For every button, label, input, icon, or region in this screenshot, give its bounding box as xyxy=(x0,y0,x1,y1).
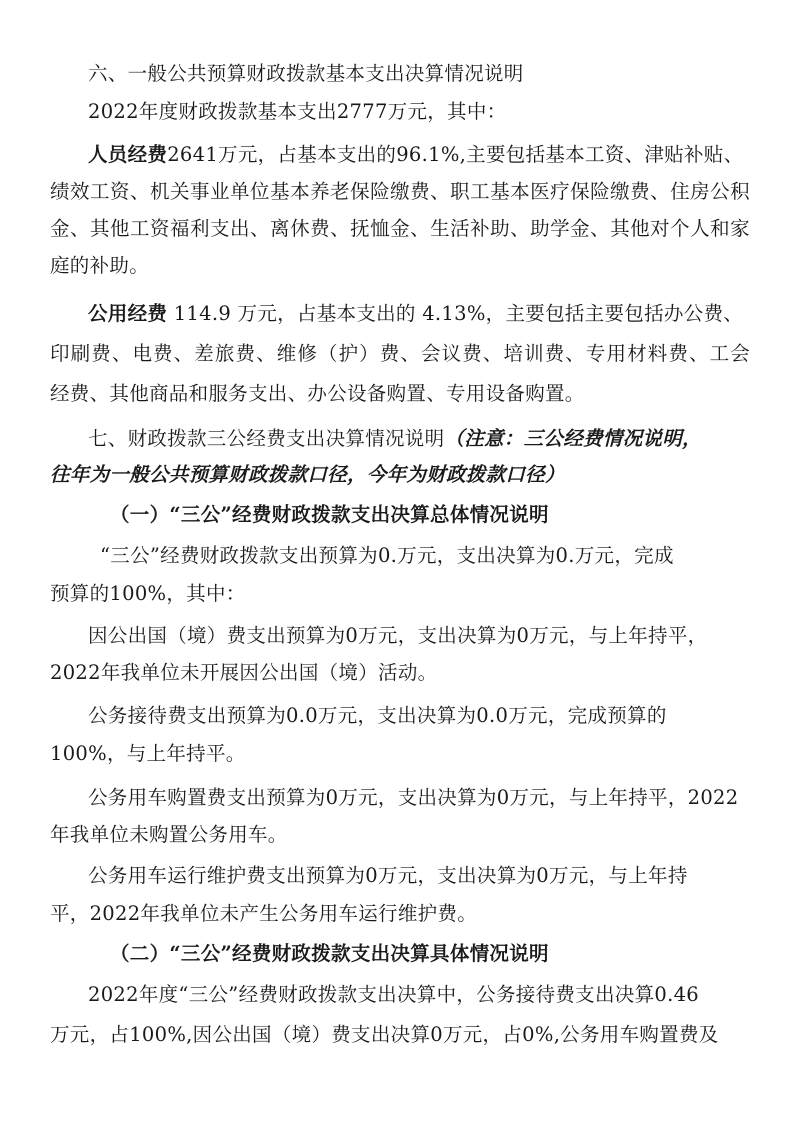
sub1-p2-line-2: 2022年我单位未开展因公出国（境）活动。 xyxy=(50,661,438,684)
public-line-1-text: 114.9 万元，占基本支出的 4.13%，主要包括主要包括办公费、 xyxy=(167,302,744,325)
sub1-p4-line-1: 公务用车购置费支出预算为0万元，支出决算为0万元，与上年持平，2022 xyxy=(88,786,739,809)
sub1-p3-line-2: 100%，与上年持平。 xyxy=(50,742,246,765)
section-7-note-2: 往年为一般公共预算财政拨款口径，今年为财政拨款口径） xyxy=(50,463,565,486)
subsection-1-heading: （一）“三公”经费财政拨款支出决算总体情况说明 xyxy=(110,503,549,526)
section-7-heading: 七、财政拨款三公经费支出决算情况说明 xyxy=(88,427,445,450)
sub2-p1-line-2: 万元，占100%,因公出国（境）费支出决算0万元，占0%,公务用车购置费及 xyxy=(50,1023,719,1046)
sub1-p1-line-2: 预算的100%，其中： xyxy=(50,582,246,605)
sub1-p3-line-1: 公务接待费支出预算为0.0万元，支出决算为0.0万元，完成预算的 xyxy=(88,704,667,727)
public-line-3: 经费、其他商品和服务支出、办公设备购置、专用设备购置。 xyxy=(50,382,585,405)
section-6-intro: 2022年度财政拨款基本支出2777万元，其中： xyxy=(88,100,507,123)
personnel-line-4: 庭的补助。 xyxy=(50,254,150,277)
section-7-heading-line xyxy=(88,425,788,453)
public-line-1 xyxy=(88,300,788,328)
sub1-p2-line-1: 因公出国（境）费支出预算为0万元，支出决算为0万元，与上年持平， xyxy=(88,624,708,647)
section-7-note-1: （注意：三公经费情况说明， xyxy=(444,427,702,450)
personnel-line-1 xyxy=(88,141,788,169)
public-label: 公用经费 xyxy=(88,302,168,325)
personnel-label: 人员经费 xyxy=(88,143,168,166)
personnel-line-2: 绩效工资、机关事业单位基本养老保险缴费、职工基本医疗保险缴费、住房公积 xyxy=(50,180,750,203)
personnel-line-3: 金、其他工资福利支出、离休费、抚恤金、生活补助、助学金、其他对个人和家 xyxy=(50,217,750,240)
public-line-2: 印刷费、电费、差旅费、维修（护）费、会议费、培训费、专用材料费、工会 xyxy=(50,342,750,365)
section-6-heading: 六、一般公共预算财政拨款基本支出决算情况说明 xyxy=(88,62,524,85)
personnel-line-1-text: 2641万元，占基本支出的96.1%,主要包括基本工资、津贴补贴、 xyxy=(167,143,744,166)
sub1-p1-line-1: “三公”经费财政拨款支出预算为0.万元，支出决算为0.万元，完成 xyxy=(100,544,674,567)
subsection-2-heading: （二）“三公”经费财政拨款支出决算具体情况说明 xyxy=(110,942,549,965)
sub2-p1-line-1: 2022年度“三公”经费财政拨款支出决算中，公务接待费支出决算0.46 xyxy=(88,983,699,1006)
sub1-p5-line-1: 公务用车运行维护费支出预算为0万元，支出决算为0万元，与上年持 xyxy=(88,864,688,887)
sub1-p5-line-2: 平，2022年我单位未产生公务用车运行维护费。 xyxy=(50,902,478,925)
sub1-p4-line-2: 年我单位未购置公务用车。 xyxy=(50,823,288,846)
